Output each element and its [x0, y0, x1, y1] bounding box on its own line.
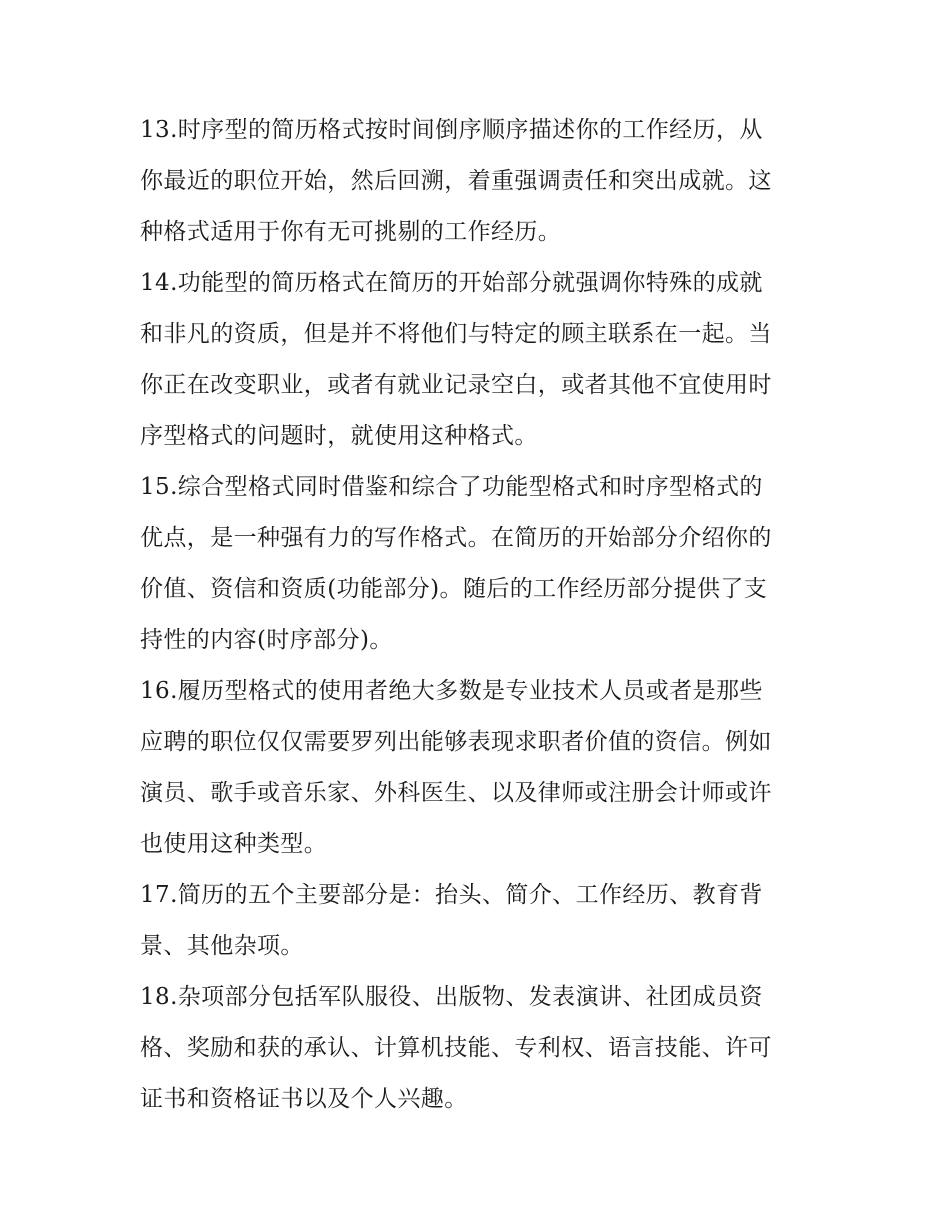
text-line: 演员、歌手或音乐家、外科医生、以及律师或注册会计师或许 [140, 780, 772, 806]
text-line: 种格式适用于你有无可挑剔的工作经历。 [140, 219, 562, 245]
text-line: 14.功能型的简历格式在简历的开始部分就强调你特殊的成就 [140, 270, 763, 296]
text-line: 你正在改变职业，或者有就业记录空白，或者其他不宜使用时 [140, 372, 772, 398]
text-line: 证书和资格证书以及个人兴趣。 [140, 1086, 468, 1112]
text-line: 持性的内容(时序部分)。 [140, 627, 393, 653]
text-line: 格、奖励和获的承认、计算机技能、专利权、语言技能、许可 [140, 1035, 772, 1061]
text-line: 优点，是一种强有力的写作格式。在简历的开始部分介绍你的 [140, 525, 772, 551]
document-body [140, 105, 816, 1125]
text-line: 也使用这种类型。 [140, 831, 328, 857]
text-line: 你最近的职位开始，然后回溯，着重强调责任和突出成就。这 [140, 168, 772, 194]
text-line: 15.综合型格式同时借鉴和综合了功能型格式和时序型格式的 [140, 474, 763, 500]
text-line: 和非凡的资质，但是并不将他们与特定的顾主联系在一起。当 [140, 321, 772, 347]
text-line: 景、其他杂项。 [140, 933, 304, 959]
text-line: 13.时序型的简历格式按时间倒序顺序描述你的工作经历，从 [140, 117, 763, 143]
text-line: 16.履历型格式的使用者绝大多数是专业技术人员或者是那些 [140, 678, 763, 704]
text-line: 序型格式的问题时，就使用这种格式。 [140, 423, 538, 449]
text-line: 18.杂项部分包括军队服役、出版物、发表演讲、社团成员资 [140, 984, 763, 1010]
text-line: 应聘的职位仅仅需要罗列出能够表现求职者价值的资信。例如 [140, 729, 772, 755]
text-line: 17.简历的五个主要部分是：抬头、简介、工作经历、教育背 [140, 882, 763, 908]
text-line: 价值、资信和资质(功能部分)。随后的工作经历部分提供了支 [140, 576, 768, 602]
